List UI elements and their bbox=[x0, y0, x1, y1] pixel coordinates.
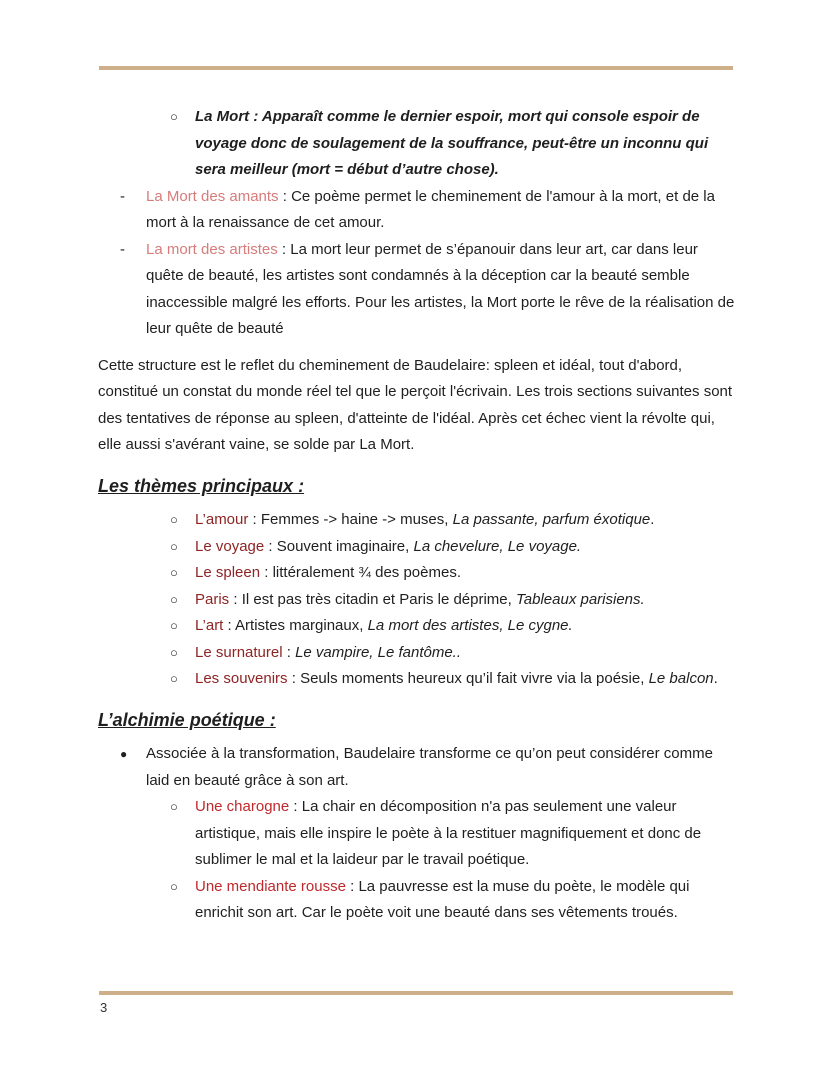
hollow-bullet-icon: ○ bbox=[170, 878, 178, 894]
list-item-poem bbox=[98, 237, 738, 343]
theme-text: : Souvent imaginaire, bbox=[264, 537, 414, 555]
la-mort-text: La Mort : Apparaît comme le dernier espoir, mort qui console espoir de voyage donc de soulagement de la souffrance, peut-être un inconnu qui sera meilleur (mort = début d’autre chose). bbox=[195, 108, 709, 178]
theme-text: : littéralement ¾ des poèmes. bbox=[260, 564, 461, 581]
theme-works: Le balcon bbox=[648, 670, 714, 687]
theme-text: : Artistes marginaux, bbox=[223, 617, 368, 634]
top-divider bbox=[99, 66, 733, 70]
list-item-theme bbox=[98, 560, 738, 587]
list-item-la-mort bbox=[98, 104, 738, 184]
list-item-alchimie-poem bbox=[98, 794, 738, 874]
hollow-bullet-icon: ○ bbox=[170, 618, 178, 633]
hollow-bullet-icon: ○ bbox=[170, 565, 178, 580]
theme-works: Le vampire, Le fantôme.. bbox=[295, 643, 462, 661]
theme-works: Tableaux parisiens. bbox=[515, 590, 645, 608]
alchimie-poem-text: : La pauvresse est la muse du poète, le modèle qui enrichit son art. Car le poète voit une beauté dans ses vêtements troués. bbox=[195, 877, 690, 921]
section-heading-themes: Les thèmes principaux : bbox=[98, 475, 305, 496]
hollow-bullet-icon: ○ bbox=[170, 512, 178, 527]
document-body bbox=[98, 104, 738, 927]
list-item-theme bbox=[98, 534, 738, 561]
alchimie-poem-title: Une charogne bbox=[195, 798, 290, 815]
theme-label: Les souvenirs bbox=[195, 670, 288, 687]
theme-label: Le surnaturel bbox=[195, 643, 283, 661]
theme-label: L’art bbox=[195, 617, 224, 634]
list-item-theme bbox=[98, 666, 738, 693]
section-heading-alchimie: L’alchimie poétique : bbox=[98, 709, 276, 730]
hollow-bullet-icon: ○ bbox=[170, 644, 178, 660]
theme-text: : Il est pas très citadin et Paris le déprime, bbox=[229, 590, 516, 608]
dash-bullet: - bbox=[120, 187, 125, 205]
poem-title: La Mort des amants bbox=[146, 187, 279, 205]
theme-label: L’amour bbox=[195, 511, 249, 528]
alchimie-poem-title: Une mendiante rousse bbox=[195, 877, 346, 895]
theme-works: La chevelure, Le voyage. bbox=[413, 537, 582, 555]
theme-text: : bbox=[282, 643, 296, 661]
list-item-theme bbox=[98, 613, 738, 640]
bottom-divider bbox=[99, 991, 733, 995]
poem-description: : La mort leur permet de s’épanouir dans leur art, car dans leur quête de beauté, les artistes sont condamnés à la déception car la beauté semble inaccessible malgré les efforts. Pour les artistes, la Mort porte le rêve de la réalisation de leur quête de beauté bbox=[146, 240, 735, 337]
dash-bullet: - bbox=[120, 240, 125, 258]
themes-list bbox=[98, 507, 738, 693]
poem-title: La mort des artistes bbox=[146, 240, 278, 258]
list-item-theme bbox=[98, 587, 738, 614]
theme-works: La passante, parfum éxotique bbox=[452, 511, 651, 528]
list-item-alchimie-intro bbox=[98, 741, 738, 794]
page-number: 3 bbox=[100, 1000, 108, 1015]
alchimie-intro-text: Associée à la transformation, Baudelaire transforme ce qu’on peut considérer comme laid en beauté grâce à son art. bbox=[146, 745, 713, 789]
alchimie-poem-text: : La chair en décomposition n'a pas seulement une valeur artistique, mais elle inspire le poète à la restituer magnifiquement et donc de sublimer le mal et la laideur par le travail poétique. bbox=[195, 798, 702, 868]
theme-works: La mort des artistes, Le cygne. bbox=[367, 617, 573, 634]
poem-description: : Ce poème permet le cheminement de l'amour à la mort, et de la mort à la renaissance de cet amour. bbox=[146, 187, 715, 231]
theme-text: : Seuls moments heureux qu’il fait vivre via la poésie, bbox=[287, 670, 649, 687]
theme-label: Paris bbox=[195, 590, 230, 608]
hollow-bullet-icon: ○ bbox=[170, 671, 178, 686]
list-item-alchimie-poem bbox=[98, 874, 738, 927]
list-item-poem bbox=[98, 184, 738, 237]
hollow-bullet-icon: ○ bbox=[170, 109, 178, 124]
hollow-bullet-icon: ○ bbox=[170, 799, 178, 814]
list-item-theme bbox=[98, 507, 738, 534]
structure-paragraph: Cette structure est le reflet du cheminement de Baudelaire: spleen et idéal, tout d'abord, constitué un constat du monde réel tel que le perçoit l'écrivain. Les trois sections suivantes sont des tentatives de réponse au spleen, d'atteinte de l'idéal. Après cet échec vient la révolte qui, elle aussi s'avérant vaine, se solde par La Mort. bbox=[98, 356, 733, 453]
theme-tail: . bbox=[650, 511, 655, 528]
theme-label: Le voyage bbox=[195, 537, 265, 555]
hollow-bullet-icon: ○ bbox=[170, 591, 178, 607]
list-item-theme bbox=[98, 640, 738, 667]
hollow-bullet-icon: ○ bbox=[170, 538, 178, 554]
theme-label: Le spleen bbox=[195, 564, 261, 581]
theme-tail: . bbox=[713, 670, 718, 687]
filled-bullet-icon: ● bbox=[120, 747, 128, 761]
theme-text: : Femmes -> haine -> muses, bbox=[248, 511, 453, 528]
